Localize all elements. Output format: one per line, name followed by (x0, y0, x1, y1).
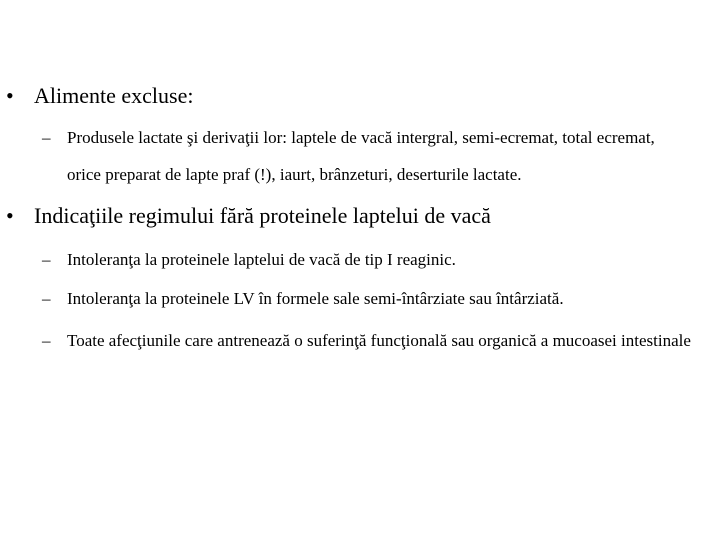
bullet-marker: • (6, 83, 14, 108)
sub-bullet-afectiuni-mucoasa (42, 322, 718, 359)
sub-bullet-produse-lactate (42, 119, 692, 193)
sub-bullet-marker: – (42, 331, 51, 350)
sub-bullet-text: Produsele lactate şi derivaţii lor: laptele de vacă intergral, semi-ecremat, total ecremat, orice preparat de lapte praf (!), iaurt, brânzeturi, deserturile lactate. (67, 128, 655, 184)
bullet-heading: Indicaţiile regimului fără proteinele laptelui de vacă (34, 203, 491, 228)
sub-bullet-text: Toate afecţiunile care antrenează o suferinţă funcţională sau organică a mucoasei intestinale (67, 331, 691, 350)
sub-bullet-text: Intoleranţa la proteinele laptelui de vacă de tip I reaginic. (67, 250, 456, 269)
bullet-marker: • (6, 203, 14, 228)
sub-bullet-intoleranta-lv (42, 280, 712, 317)
bullet-indicatii-regim (6, 203, 491, 229)
bullet-alimente-excluse (6, 83, 193, 109)
sub-bullet-marker: – (42, 128, 51, 147)
bullet-heading: Alimente excluse: (34, 83, 194, 108)
sub-bullet-marker: – (42, 289, 51, 308)
sub-bullet-marker: – (42, 250, 51, 269)
sub-bullet-text: Intoleranţa la proteinele LV în formele sale semi-întârziate sau întârziată. (67, 289, 564, 308)
sub-bullet-intoleranta-tip-1 (42, 241, 712, 278)
